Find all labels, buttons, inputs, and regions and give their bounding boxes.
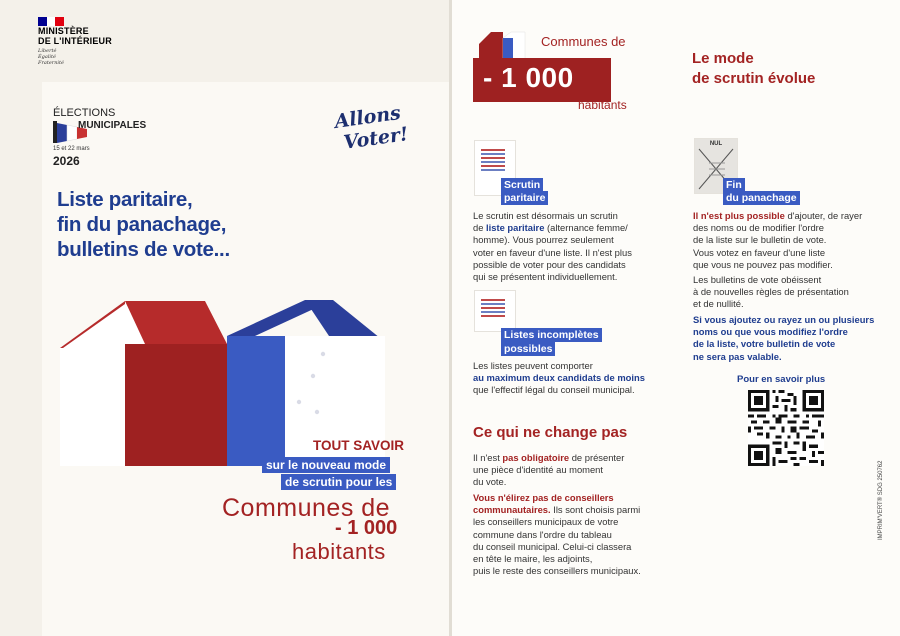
headline-line3: bulletins de vote... — [57, 238, 230, 261]
cover-moins-1000: - 1 000 — [335, 517, 398, 539]
change-text-1: Il n'est pas obligatoire de présenter une pièce d'identité au moment du vote. — [473, 452, 625, 488]
headline-line2: fin du panachage, — [57, 213, 227, 236]
ministry-name-line2: DE L'INTÉRIEUR — [38, 36, 112, 46]
ballot-list-icon-2 — [474, 290, 516, 332]
cover-habitants: habitants — [292, 539, 386, 564]
tout-savoir-heading: TOUT SAVOIR — [313, 438, 405, 453]
card2-text: Les listes peuvent comporter au maximum deux candidats de moins que l'effectif légal du conseil municipal. — [473, 360, 645, 396]
en-savoir-plus-label: Pour en savoir plus — [737, 374, 826, 385]
fold-line — [449, 0, 452, 636]
change-title: Ce qui ne change pas — [473, 424, 628, 441]
communes-de-label: Communes de — [541, 34, 626, 49]
motto-egalite: Égalité — [38, 54, 56, 60]
tag-possibles: possibles — [501, 342, 555, 356]
subtitle-band-1: sur le nouveau mode — [262, 457, 390, 473]
tag-paritaire: paritaire — [501, 191, 548, 205]
nul-ballot-icon: NUL — [694, 138, 738, 194]
change-text-2: Vous n'élirez pas de conseillers communautaires. Ils sont choisis parmi les conseillers municipaux de votre commune dans l'ordre du tableau du conseil municipal. Celui-ci classera en tête le maire, les adjoints, puis le reste des conseillers municipaux. — [473, 492, 641, 577]
republic-flag-icon — [38, 13, 64, 22]
motto-fraternite: Fraternité — [38, 60, 64, 66]
card1-text: Le scrutin est désormais un scrutin de liste paritaire (alternance femme/ homme). Vous pourrez seulement voter en faveur d'une liste. Il n'est plus possible de voter pour des candidats qui se présentent individuellement. — [473, 210, 632, 283]
allons-voter-logo: Allons Voter! — [333, 101, 410, 154]
motto-liberte: Liberté — [38, 48, 57, 54]
print-code: IMPRIM'VERT® SDG 250762 — [878, 460, 884, 540]
card3-text: Il n'est plus possible d'ajouter, de rayer des noms ou de modifier l'ordre de la liste sur le bulletin de vote. Vous votez en faveur d'une liste que vous ne pouvez pas modifier. — [693, 210, 863, 270]
mode-title-line1: Le mode — [692, 50, 754, 67]
habitants-label: habitants — [578, 98, 627, 112]
tag-listes-incompletes: Listes incomplètes — [501, 328, 602, 342]
subtitle-band-2: de scrutin pour les — [281, 474, 396, 490]
elections-label: ÉLECTIONS — [53, 107, 116, 119]
card3-rules-text: Les bulletins de vote obéissent à de nouvelles règles de présentation et de nullité. — [693, 274, 849, 310]
election-year: 2026 — [53, 154, 80, 168]
tag-du-panachage: du panachage — [723, 191, 800, 205]
mode-title-line2: de scrutin évolue — [692, 70, 816, 87]
card3-warning-text: Si vous ajoutez ou rayez un ou plusieurs noms ou que vous modifiez l'ordre de la liste, votre bulletin de vote ne sera pas valable. — [693, 314, 875, 362]
ministry-name-line1: MINISTÈRE — [38, 26, 89, 36]
cover-communes-de: Communes de — [222, 494, 391, 522]
qr-code[interactable] — [748, 390, 824, 466]
municipales-label: MUNICIPALES — [78, 120, 147, 131]
headline-line1: Liste paritaire, — [57, 188, 193, 211]
election-dates: 15 et 22 mars — [53, 146, 90, 152]
moins-1000-label: - 1 000 — [483, 62, 574, 93]
tag-scrutin: Scrutin — [501, 178, 543, 192]
tag-fin: Fin — [723, 178, 745, 192]
